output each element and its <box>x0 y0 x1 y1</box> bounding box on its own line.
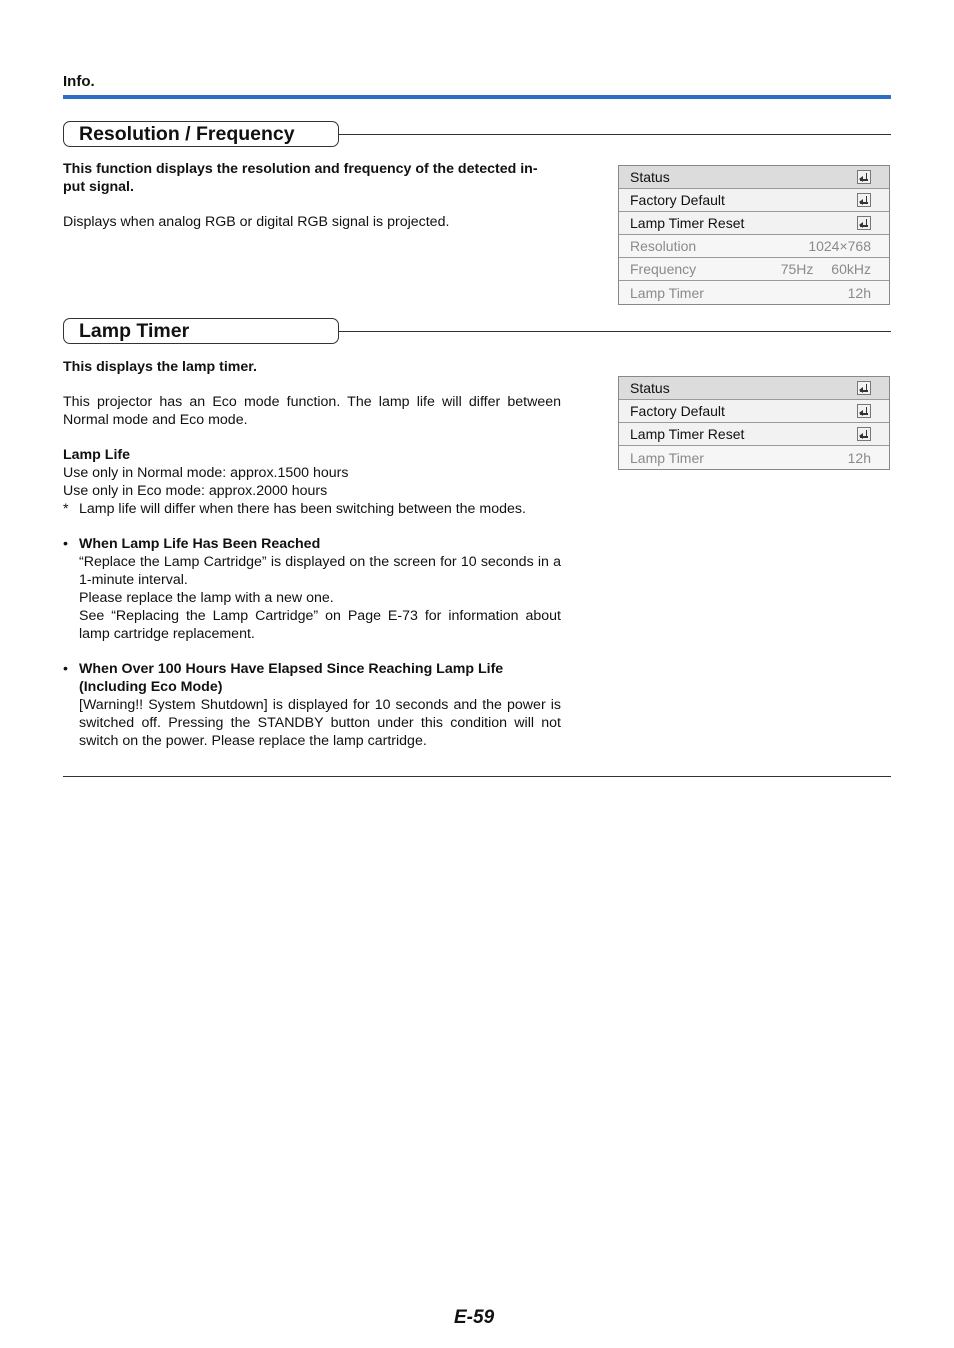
lamp-text <box>63 358 561 750</box>
enter-icon <box>857 427 871 441</box>
menu-resolution <box>618 165 890 305</box>
section-heading-resolution <box>63 121 891 149</box>
bullet-mark: • <box>63 536 68 552</box>
reached-text2: Please replace the lamp with a new one. <box>79 590 334 606</box>
lamp-note <box>63 500 561 518</box>
menu-item-label: Factory Default <box>630 192 725 208</box>
menu-item-label: Status <box>630 380 670 396</box>
enter-icon <box>857 381 871 395</box>
resolution-text <box>63 160 561 231</box>
enter-icon <box>857 216 871 230</box>
section-heading-lamp-timer <box>63 318 891 346</box>
menu-item-status[interactable] <box>619 377 889 400</box>
bottom-rule <box>63 776 891 777</box>
over-heading1: When Over 100 Hours Have Elapsed Since Reaching Lamp Life <box>79 661 504 677</box>
reached-text1: “Replace the Lamp Cartridge” is displayed on the screen for 10 seconds in a 1-minute interval. <box>79 554 561 588</box>
menu-item-label: Lamp Timer Reset <box>630 215 745 231</box>
menu-item-label: Status <box>630 169 670 185</box>
note-text: Lamp life will differ when there has been switching between the modes. <box>79 501 526 517</box>
resolution-body: Displays when analog RGB or digital RGB signal is projected. <box>63 214 450 230</box>
lamp-lead: This displays the lamp timer. <box>63 359 257 375</box>
menu-item-label: Factory Default <box>630 403 725 419</box>
page-header-label: Info. <box>63 73 95 90</box>
menu-item-lamp-timer <box>619 281 889 304</box>
page-number: E-59 <box>454 1307 495 1328</box>
menu-item-label: Lamp Timer <box>630 449 704 466</box>
menu-item-status[interactable] <box>619 166 889 189</box>
resolution-lead-line1: This function displays the resolution and frequency of the detected in- <box>63 161 538 177</box>
enter-icon <box>857 404 871 418</box>
bullet-mark: • <box>63 661 68 677</box>
section-title: Resolution / Frequency <box>63 121 339 147</box>
menu-item-lamp-timer-reset[interactable] <box>619 423 889 446</box>
enter-icon <box>857 170 871 184</box>
reached-heading: When Lamp Life Has Been Reached <box>79 536 321 552</box>
menu-item-lamp-timer <box>619 446 889 469</box>
lamp-life-eco: Use only in Eco mode: approx.2000 hours <box>63 483 328 499</box>
section-rule <box>333 331 891 332</box>
menu-item-label: Lamp Timer Reset <box>630 426 745 442</box>
menu-item-value: 75Hz 60kHz <box>780 261 871 277</box>
menu-item-frequency <box>619 258 889 281</box>
over-heading2: (Including Eco Mode) <box>79 679 223 695</box>
menu-item-label: Resolution <box>630 238 697 254</box>
menu-item-value: 12h <box>847 449 871 466</box>
reached-text3: See “Replacing the Lamp Cartridge” on Page E-73 for information about lamp cartridge replacement. <box>79 608 561 642</box>
menu-item-resolution <box>619 235 889 258</box>
menu-item-value: 1024×768 <box>808 238 871 254</box>
resolution-lead-line2: put signal. <box>63 179 134 195</box>
section-rule <box>333 134 891 135</box>
menu-item-label: Frequency <box>630 261 697 277</box>
lamp-life-heading: Lamp Life <box>63 447 131 463</box>
over-text: [Warning!! System Shutdown] is displayed for 10 seconds and the power is switched off. Pressing the STANDBY button under this condition will not switch on the power. Please replace the lamp cartridge. <box>79 697 561 749</box>
menu-item-lamp-timer-reset[interactable] <box>619 212 889 235</box>
menu-item-label: Lamp Timer <box>630 284 704 301</box>
menu-item-factory-default[interactable] <box>619 189 889 212</box>
header-accent-rule <box>63 95 891 99</box>
section-title: Lamp Timer <box>63 318 339 344</box>
menu-item-value: 12h <box>847 284 871 301</box>
menu-lamp-timer <box>618 376 890 470</box>
note-mark: * <box>63 501 69 517</box>
bullet-lamp-reached <box>63 535 561 643</box>
bullet-over-100-hours <box>63 660 561 750</box>
enter-icon <box>857 193 871 207</box>
lamp-para: This projector has an Eco mode function. The lamp life will differ between Normal mode and Eco mode. <box>63 394 561 428</box>
menu-item-factory-default[interactable] <box>619 400 889 423</box>
lamp-life-normal: Use only in Normal mode: approx.1500 hours <box>63 465 349 481</box>
